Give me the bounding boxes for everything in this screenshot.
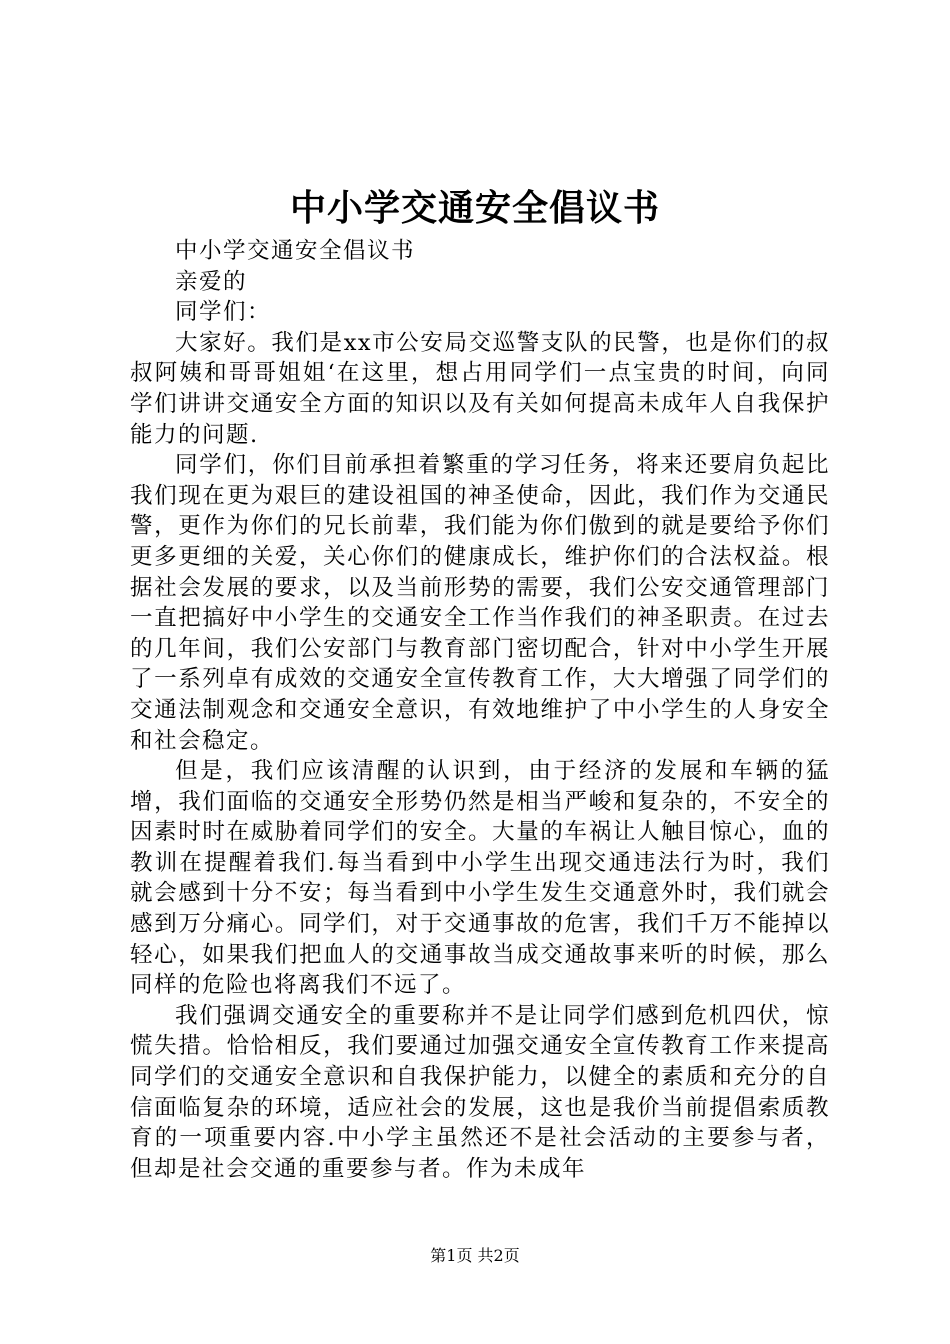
- page-number-footer: 第1页 共2页: [430, 1246, 520, 1265]
- paragraph-subtitle: 中小学交通安全倡议书: [175, 238, 416, 264]
- document-body: [130, 236, 830, 1184]
- paragraph-greeting: 大家好。我们是xx市公安局交巡警支队的民警，也是你们的叔叔阿姨和哥哥姐姐‘在这里，想占用同学们一点宝贵的时间，向同学们讲讲交通安全方面的知识以及有关如何提高未成年人自我保护能力的问题.: [130, 329, 830, 448]
- paragraph-addressee: 同学们：: [175, 299, 272, 326]
- paragraph-responsibility: 同学们，你们目前承担着繁重的学习任务，将来还要肩负起比我们现在更为艰巨的建设祖国的神圣使命，因此，我们作为交通民警，更作为你们的兄长前辈，我们能为你们傲到的就是要给予你们更多更细的关爱，关心你们的健康成长，维护你们的合法权益。根据社会发展的要求，以及当前形势的需要，我们公安交通管理部门一直把搞好中小学生的交通安全工作当作我们的神圣职责。在过去的几年间，我们公安部门与教育部门密切配合，针对中小学生开展了一系列卓有成效的交通安全宣传教育工作，大大增强了同学们的交通法制观念和交通安全意识，有效地维护了中小学生的人身安全和社会稳定。: [130, 452, 830, 754]
- document-title: 中小学交通安全倡议书: [289, 187, 660, 229]
- paragraph-salutation: 亲爱的: [175, 268, 248, 295]
- paragraph-warning: 但是，我们应该清醒的认识到，由于经济的发展和车辆的猛增，我们面临的交通安全形势仍然是相当严峻和复杂的，不安全的因素时时在威胁着同学们的安全。大量的车祸让人触目惊心，血的教训在提醒着我们.每当看到中小学生出现交通违法行为时，我们就会感到十分不安；每当看到中小学生发生交通意外时，我们就会感到万分痛心。同学们，对于交通事故的危害，我们千万不能掉以轻心，如果我们把血人的交通事故当成交通故事来听的时候，那么同样的危险也将离我们不远了。: [130, 758, 830, 999]
- paragraph-education: 我们强调交通安全的重要称并不是让同学们感到危机四伏，惊慌失措。恰恰相反，我们要通过加强交通安全宣传教育工作来提高同学们的交通安全意识和自我保护能力，以健全的素质和充分的自信面临复杂的环境，适应社会的发展，这也是我价当前提倡索质教育的一项重要内容.中小学主虽然还不是社会活动的主要参与者，但却是社会交通的重要参与者。作为未成年: [130, 1002, 830, 1182]
